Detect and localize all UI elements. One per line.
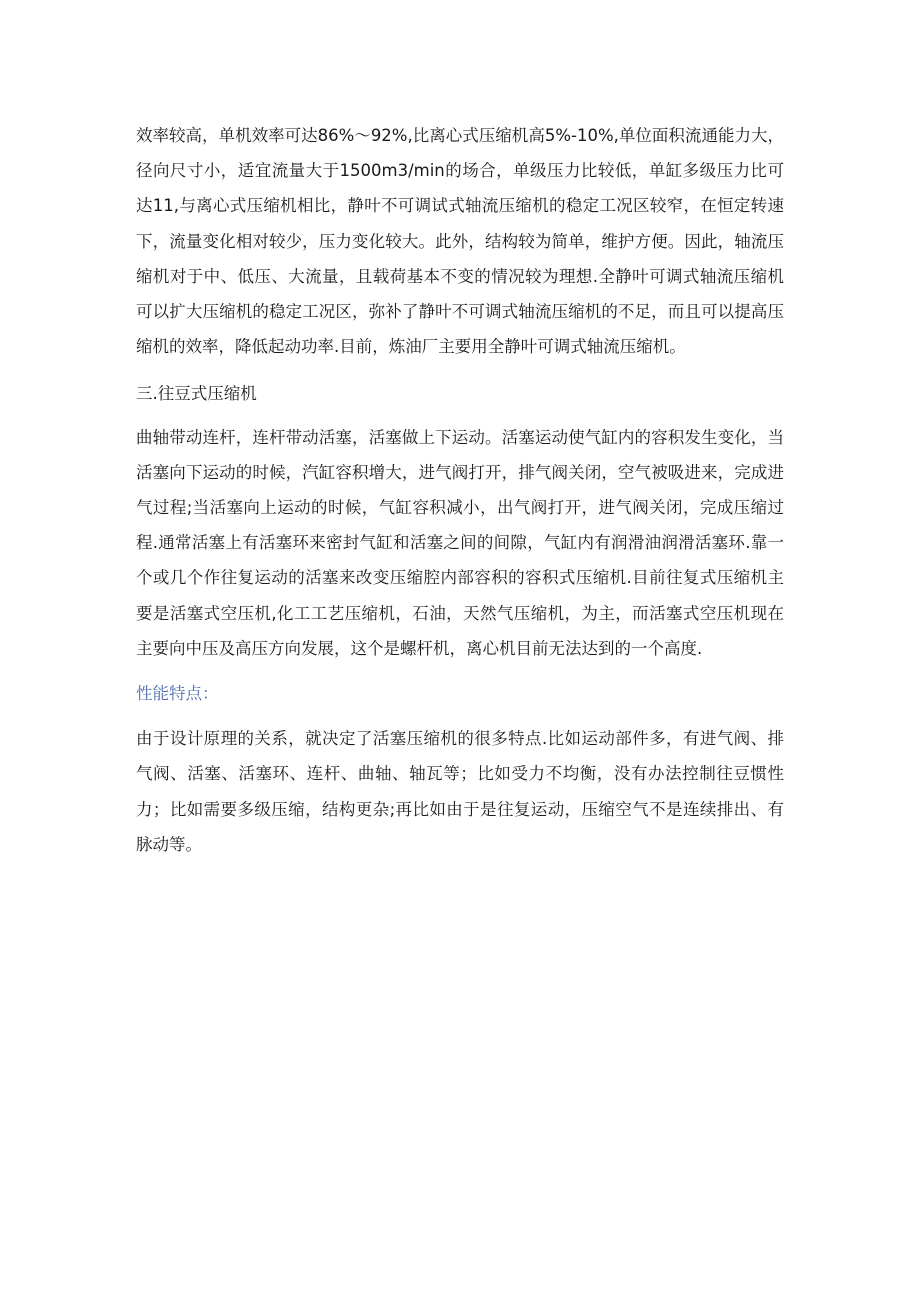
paragraph-reciprocating-principle: 曲轴带动连杆，连杆带动活塞，活塞做上下运动。活塞运动使气缸内的容积发生变化，当活塞向下运动的时候，汽缸容积增大，进气阀打开，排气阀关闭，空气被吸进来，完成进气过程;当活塞向上运动的时候，气缸容积减小，出气阀打开，进气阀关闭，完成压缩过程.通常活塞上有活塞环来密封气缸和活塞之间的间隙，气缸内有润滑油润滑活塞环.靠一个或几个作往复运动的活塞来改变压缩腔内部容积的容积式压缩机.目前往复式压缩机主要是活塞式空压机,化工工艺压缩机，石油，天然气压缩机，为主，而活塞式空压机现在主要向中压及高压方向发展，这个是螺杆机，离心机目前无法达到的一个高度. xyxy=(136,427,784,658)
subheading-performance-features: 性能特点： xyxy=(136,684,219,704)
section-heading-reciprocating: 三.往豆式压缩机 xyxy=(136,384,257,404)
paragraph-axial-compressor: 效率较高，单机效率可达86%～92%,比离心式压缩机高5%-10%,单位面积流通能力大，径向尺寸小，适宜流量大于1500m3/min的场合，单级压力比较低，单缸多级压力比可达11,与离心式压缩机相比，静叶不可调试式轴流压缩机的稳定工况区较窄，在恒定转速下，流量变化相对较少，压力变化较大。此外，结构较为简单，维护方便。因此，轴流压缩机对于中、低压、大流量，且载荷基本不变的情况较为理想.全静叶可调式轴流压缩机可以扩大压缩机的稳定工况区，弥补了静叶不可调式轴流压缩机的不足，而且可以提高压缩机的效率，降低起动功率.目前，炼油厂主要用全静叶可调式轴流压缩机。 xyxy=(136,126,784,357)
paragraph-performance-features: 由于设计原理的关系，就决定了活塞压缩机的很多特点.比如运动部件多，有进气阀、排气阀、活塞、活塞环、连杆、曲轴、轴瓦等；比如受力不均衡，没有办法控制往豆惯性力；比如需要多级压缩，结构更杂;再比如由于是往复运动，压缩空气不是连续排出、有脉动等。 xyxy=(136,729,784,854)
document-body xyxy=(136,118,784,862)
